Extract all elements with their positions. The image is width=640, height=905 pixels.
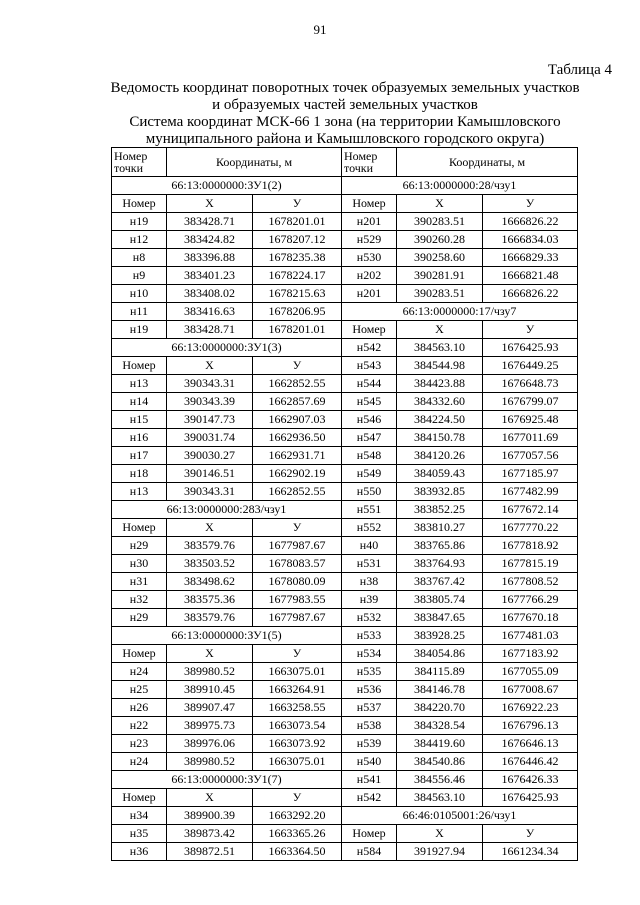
coordinate-cell: 383503.52 xyxy=(167,555,253,573)
point-number-cell: н17 xyxy=(112,447,167,465)
table-row xyxy=(112,717,578,735)
coordinate-cell: 1676799.07 xyxy=(483,393,578,411)
parcel-section-header: 66:13:0000000:ЗУ1(7) xyxy=(112,771,342,789)
coordinate-cell: 391927.94 xyxy=(397,843,483,861)
coordinate-cell: 383408.02 xyxy=(167,285,253,303)
point-number-cell: н542 xyxy=(342,789,397,807)
point-number-cell: н25 xyxy=(112,681,167,699)
column-header-cell: X xyxy=(167,357,253,375)
coordinate-cell: 390283.51 xyxy=(397,285,483,303)
table-row xyxy=(112,285,578,303)
coordinate-cell: 1676425.93 xyxy=(483,789,578,807)
table-row xyxy=(112,771,578,789)
column-header-cell: Номер xyxy=(112,519,167,537)
point-number-cell: н537 xyxy=(342,699,397,717)
point-number-cell: н26 xyxy=(112,699,167,717)
coordinate-cell: 383852.25 xyxy=(397,501,483,519)
table-row xyxy=(112,483,578,501)
heading-line: Ведомость координат поворотных точек образуемых земельных участков xyxy=(110,80,580,96)
coordinate-cell: 1678224.17 xyxy=(253,267,342,285)
coordinate-cell: 383396.88 xyxy=(167,249,253,267)
coordinate-cell: 390343.39 xyxy=(167,393,253,411)
coordinate-cell: 390343.31 xyxy=(167,483,253,501)
point-number-cell: н201 xyxy=(342,213,397,231)
coordinate-cell: 1676449.25 xyxy=(483,357,578,375)
coordinate-cell: 383498.62 xyxy=(167,573,253,591)
table-row xyxy=(112,429,578,447)
coordinate-cell: 1663292.20 xyxy=(253,807,342,825)
column-header-cell: X xyxy=(397,825,483,843)
column-header-cell: Номер xyxy=(112,789,167,807)
coordinate-cell: 384544.98 xyxy=(397,357,483,375)
coordinate-cell: 384332.60 xyxy=(397,393,483,411)
point-number-cell: н40 xyxy=(342,537,397,555)
table-label: Таблица 4 xyxy=(547,62,612,78)
point-number-cell: н15 xyxy=(112,411,167,429)
coordinate-cell: 384540.86 xyxy=(397,753,483,771)
point-number-cell: н202 xyxy=(342,267,397,285)
table-row xyxy=(112,591,578,609)
coordinate-cell: 390260.28 xyxy=(397,231,483,249)
point-number-cell: н39 xyxy=(342,591,397,609)
table-row xyxy=(112,753,578,771)
point-number-cell: н10 xyxy=(112,285,167,303)
column-header-cell: У xyxy=(253,645,342,663)
coordinate-cell: 1678080.09 xyxy=(253,573,342,591)
point-number-header xyxy=(342,148,397,177)
table-row xyxy=(112,231,578,249)
table-header-row xyxy=(112,148,578,177)
table-row xyxy=(112,537,578,555)
document-heading xyxy=(95,80,595,148)
coordinate-cell: 390147.73 xyxy=(167,411,253,429)
column-header-cell: У xyxy=(483,825,578,843)
coordinate-cell: 384054.86 xyxy=(397,645,483,663)
coordinate-cell: 1666826.22 xyxy=(483,285,578,303)
coordinate-cell: 384146.78 xyxy=(397,681,483,699)
coordinate-cell: 383764.93 xyxy=(397,555,483,573)
parcel-section-header: 66:13:0000000:ЗУ1(3) xyxy=(112,339,342,357)
point-number-cell: н529 xyxy=(342,231,397,249)
coordinate-cell: 389900.39 xyxy=(167,807,253,825)
point-number-cell: н23 xyxy=(112,735,167,753)
coordinate-cell: 1677818.92 xyxy=(483,537,578,555)
table-row xyxy=(112,321,578,339)
point-number-cell: н545 xyxy=(342,393,397,411)
coordinate-cell: 383428.71 xyxy=(167,321,253,339)
table-row xyxy=(112,213,578,231)
coordinate-cell: 390031.74 xyxy=(167,429,253,447)
coordinate-cell: 1678083.57 xyxy=(253,555,342,573)
coordinate-cell: 389980.52 xyxy=(167,663,253,681)
coordinate-cell: 383847.65 xyxy=(397,609,483,627)
coordinate-cell: 384220.70 xyxy=(397,699,483,717)
coordinate-cell: 384120.26 xyxy=(397,447,483,465)
coordinate-cell: 1676796.13 xyxy=(483,717,578,735)
table-row xyxy=(112,807,578,825)
coordinate-cell: 390281.91 xyxy=(397,267,483,285)
header-text: точки xyxy=(344,161,374,175)
point-number-cell: н544 xyxy=(342,375,397,393)
coordinate-cell: 1662931.71 xyxy=(253,447,342,465)
column-header-cell: У xyxy=(253,357,342,375)
table-row xyxy=(112,465,578,483)
column-header-cell: У xyxy=(483,195,578,213)
coordinate-cell: 1661234.34 xyxy=(483,843,578,861)
coordinate-cell: 383416.63 xyxy=(167,303,253,321)
heading-line: Система координат МСК-66 1 зона (на территории Камышловского xyxy=(129,114,561,130)
point-number-cell: н539 xyxy=(342,735,397,753)
coordinate-cell: 390283.51 xyxy=(397,213,483,231)
point-number-cell: н531 xyxy=(342,555,397,573)
point-number-cell: н14 xyxy=(112,393,167,411)
point-number-cell: н540 xyxy=(342,753,397,771)
point-number-cell: н542 xyxy=(342,339,397,357)
table-row xyxy=(112,411,578,429)
column-header-cell: У xyxy=(253,789,342,807)
point-number-cell: н12 xyxy=(112,231,167,249)
column-header-cell: X xyxy=(167,195,253,213)
coordinate-cell: 383579.76 xyxy=(167,609,253,627)
coordinate-cell: 1678235.38 xyxy=(253,249,342,267)
coordinate-cell: 1662852.55 xyxy=(253,375,342,393)
point-number-cell: н534 xyxy=(342,645,397,663)
point-number-cell: н30 xyxy=(112,555,167,573)
coordinate-cell: 383575.36 xyxy=(167,591,253,609)
coordinate-cell: 1666821.48 xyxy=(483,267,578,285)
point-number-cell: н24 xyxy=(112,753,167,771)
coordinate-cell: 389873.42 xyxy=(167,825,253,843)
coordinate-cell: 1662852.55 xyxy=(253,483,342,501)
point-number-cell: н31 xyxy=(112,573,167,591)
coordinate-cell: 389976.06 xyxy=(167,735,253,753)
column-header-cell: X xyxy=(397,195,483,213)
point-number-cell: н535 xyxy=(342,663,397,681)
parcel-section-header: 66:13:0000000:ЗУ1(2) xyxy=(112,177,342,195)
point-number-cell: н547 xyxy=(342,429,397,447)
table-row xyxy=(112,249,578,267)
coordinate-cell: 389872.51 xyxy=(167,843,253,861)
coordinate-cell: 384563.10 xyxy=(397,339,483,357)
coordinate-cell: 384328.54 xyxy=(397,717,483,735)
table-row xyxy=(112,357,578,375)
coordinate-cell: 389907.47 xyxy=(167,699,253,717)
table-row xyxy=(112,573,578,591)
point-number-cell: н38 xyxy=(342,573,397,591)
column-header-cell: Номер xyxy=(342,825,397,843)
coordinate-cell: 384224.50 xyxy=(397,411,483,429)
parcel-section-header: 66:13:0000000:ЗУ1(5) xyxy=(112,627,342,645)
point-number-cell: н29 xyxy=(112,537,167,555)
point-number-cell: н24 xyxy=(112,663,167,681)
coordinate-cell: 1677987.67 xyxy=(253,609,342,627)
coordinate-cell: 1662857.69 xyxy=(253,393,342,411)
coordinate-cell: 1662902.19 xyxy=(253,465,342,483)
coordinate-cell: 1663258.55 xyxy=(253,699,342,717)
column-header-cell: X xyxy=(167,789,253,807)
point-number-cell: н19 xyxy=(112,321,167,339)
point-number-cell: н552 xyxy=(342,519,397,537)
point-number-cell: н549 xyxy=(342,465,397,483)
column-header-cell: X xyxy=(397,321,483,339)
coordinate-cell: 390030.27 xyxy=(167,447,253,465)
coordinate-cell: 390343.31 xyxy=(167,375,253,393)
point-number-cell: н11 xyxy=(112,303,167,321)
column-header-cell: У xyxy=(253,519,342,537)
coordinate-cell: 1676646.13 xyxy=(483,735,578,753)
header-text: Номер xyxy=(114,149,148,163)
column-header-cell: Номер xyxy=(112,357,167,375)
coordinate-cell: 384419.60 xyxy=(397,735,483,753)
coordinate-cell: 1677055.09 xyxy=(483,663,578,681)
parcel-section-header: 66:46:0105001:26/чзу1 xyxy=(342,807,578,825)
point-number-cell: н36 xyxy=(112,843,167,861)
column-header-cell: X xyxy=(167,519,253,537)
coordinate-cell: 1678207.12 xyxy=(253,231,342,249)
point-number-cell: н538 xyxy=(342,717,397,735)
point-number-cell: н34 xyxy=(112,807,167,825)
heading-line: муниципального района и Камышловского городского округа) xyxy=(145,131,545,147)
coordinate-cell: 1678201.01 xyxy=(253,213,342,231)
table-row xyxy=(112,645,578,663)
point-number-cell: н532 xyxy=(342,609,397,627)
table-row xyxy=(112,663,578,681)
point-number-header xyxy=(112,148,167,177)
coordinate-cell: 1663365.26 xyxy=(253,825,342,843)
coordinate-cell: 1678215.63 xyxy=(253,285,342,303)
point-number-cell: н32 xyxy=(112,591,167,609)
page-number: 91 xyxy=(313,22,327,37)
column-header-cell: У xyxy=(483,321,578,339)
coordinate-cell: 383767.42 xyxy=(397,573,483,591)
point-number-cell: н533 xyxy=(342,627,397,645)
header-text: Номер xyxy=(344,149,378,163)
table-row xyxy=(112,195,578,213)
coordinate-cell: 1676925.48 xyxy=(483,411,578,429)
coordinates-header: Координаты, м xyxy=(397,148,578,177)
table-row xyxy=(112,825,578,843)
coordinate-cell: 1663073.54 xyxy=(253,717,342,735)
point-number-cell: н546 xyxy=(342,411,397,429)
coordinate-cell: 1677482.99 xyxy=(483,483,578,501)
coordinate-cell: 390258.60 xyxy=(397,249,483,267)
table-row xyxy=(112,519,578,537)
coordinate-cell: 1677008.67 xyxy=(483,681,578,699)
coordinate-cell: 383424.82 xyxy=(167,231,253,249)
coordinate-cell: 1678201.01 xyxy=(253,321,342,339)
column-header-cell: У xyxy=(253,195,342,213)
coordinate-cell: 1677481.03 xyxy=(483,627,578,645)
point-number-cell: н22 xyxy=(112,717,167,735)
coordinate-cell: 1677672.14 xyxy=(483,501,578,519)
coordinate-cell: 1663073.92 xyxy=(253,735,342,753)
coordinate-cell: 1663364.50 xyxy=(253,843,342,861)
coordinate-cell: 1666829.33 xyxy=(483,249,578,267)
point-number-cell: н13 xyxy=(112,375,167,393)
coordinate-cell: 383428.71 xyxy=(167,213,253,231)
coordinate-cell: 1666834.03 xyxy=(483,231,578,249)
point-number-cell: н29 xyxy=(112,609,167,627)
coordinate-cell: 383805.74 xyxy=(397,591,483,609)
coordinate-cell: 383765.86 xyxy=(397,537,483,555)
coordinate-cell: 383579.76 xyxy=(167,537,253,555)
table-row xyxy=(112,339,578,357)
coordinate-cell: 1677770.22 xyxy=(483,519,578,537)
coordinate-cell: 1677987.67 xyxy=(253,537,342,555)
coordinate-cell: 1677983.55 xyxy=(253,591,342,609)
point-number-cell: н530 xyxy=(342,249,397,267)
coordinate-cell: 1677808.52 xyxy=(483,573,578,591)
coordinate-cell: 383928.25 xyxy=(397,627,483,645)
point-number-cell: н548 xyxy=(342,447,397,465)
point-number-cell: н19 xyxy=(112,213,167,231)
coordinate-cell: 1677766.29 xyxy=(483,591,578,609)
coordinate-cell: 1666826.22 xyxy=(483,213,578,231)
table-row xyxy=(112,789,578,807)
coordinate-cell: 384423.88 xyxy=(397,375,483,393)
column-header-cell: Номер xyxy=(342,195,397,213)
coordinate-cell: 390146.51 xyxy=(167,465,253,483)
table-row xyxy=(112,699,578,717)
coordinate-cell: 389910.45 xyxy=(167,681,253,699)
point-number-cell: н201 xyxy=(342,285,397,303)
coordinate-cell: 1677185.97 xyxy=(483,465,578,483)
table-row xyxy=(112,267,578,285)
coordinate-cell: 1678206.95 xyxy=(253,303,342,321)
coordinate-cell: 1677057.56 xyxy=(483,447,578,465)
table-row xyxy=(112,627,578,645)
coordinate-cell: 1662936.50 xyxy=(253,429,342,447)
coordinates-table-body xyxy=(112,148,578,861)
point-number-cell: н35 xyxy=(112,825,167,843)
coordinate-cell: 1663075.01 xyxy=(253,753,342,771)
coordinates-table xyxy=(111,147,578,861)
table-row xyxy=(112,609,578,627)
coordinate-cell: 1676425.93 xyxy=(483,339,578,357)
coordinate-cell: 1662907.03 xyxy=(253,411,342,429)
point-number-cell: н536 xyxy=(342,681,397,699)
table-row xyxy=(112,681,578,699)
table-row xyxy=(112,501,578,519)
point-number-cell: н8 xyxy=(112,249,167,267)
column-header-cell: Номер xyxy=(342,321,397,339)
coordinate-cell: 384150.78 xyxy=(397,429,483,447)
coordinate-cell: 389975.73 xyxy=(167,717,253,735)
table-row xyxy=(112,447,578,465)
coordinate-cell: 384059.43 xyxy=(397,465,483,483)
point-number-cell: н18 xyxy=(112,465,167,483)
table-row xyxy=(112,303,578,321)
table-row xyxy=(112,375,578,393)
column-header-cell: Номер xyxy=(112,195,167,213)
point-number-cell: н543 xyxy=(342,357,397,375)
coordinate-cell: 1677183.92 xyxy=(483,645,578,663)
coordinate-cell: 1676426.33 xyxy=(483,771,578,789)
coordinate-cell: 383810.27 xyxy=(397,519,483,537)
coordinate-cell: 1676446.42 xyxy=(483,753,578,771)
point-number-cell: н550 xyxy=(342,483,397,501)
point-number-cell: н541 xyxy=(342,771,397,789)
point-number-cell: н16 xyxy=(112,429,167,447)
coordinate-cell: 1677815.19 xyxy=(483,555,578,573)
header-text: точки xyxy=(114,161,144,175)
column-header-cell: Номер xyxy=(112,645,167,663)
point-number-cell: н551 xyxy=(342,501,397,519)
coordinate-cell: 1677011.69 xyxy=(483,429,578,447)
parcel-section-header: 66:13:0000000:28/чзу1 xyxy=(342,177,578,195)
table-row xyxy=(112,843,578,861)
column-header-cell: X xyxy=(167,645,253,663)
point-number-cell: н9 xyxy=(112,267,167,285)
parcel-section-header: 66:13:0000000:283/чзу1 xyxy=(112,501,342,519)
coordinate-cell: 383932.85 xyxy=(397,483,483,501)
coordinate-cell: 383401.23 xyxy=(167,267,253,285)
heading-line: и образуемых частей земельных участков xyxy=(212,97,478,113)
table-row xyxy=(112,555,578,573)
coordinate-cell: 1663075.01 xyxy=(253,663,342,681)
table-row xyxy=(112,393,578,411)
point-number-cell: н584 xyxy=(342,843,397,861)
coordinate-cell: 384115.89 xyxy=(397,663,483,681)
parcel-section-header: 66:13:0000000:17/чзу7 xyxy=(342,303,578,321)
table-row xyxy=(112,735,578,753)
coordinates-header: Координаты, м xyxy=(167,148,342,177)
coordinate-cell: 384563.10 xyxy=(397,789,483,807)
coordinate-cell: 1663264.91 xyxy=(253,681,342,699)
point-number-cell: н13 xyxy=(112,483,167,501)
coordinate-cell: 1676648.73 xyxy=(483,375,578,393)
table-row xyxy=(112,177,578,195)
coordinate-cell: 1676922.23 xyxy=(483,699,578,717)
coordinate-cell: 1677670.18 xyxy=(483,609,578,627)
coordinate-cell: 384556.46 xyxy=(397,771,483,789)
coordinate-cell: 389980.52 xyxy=(167,753,253,771)
